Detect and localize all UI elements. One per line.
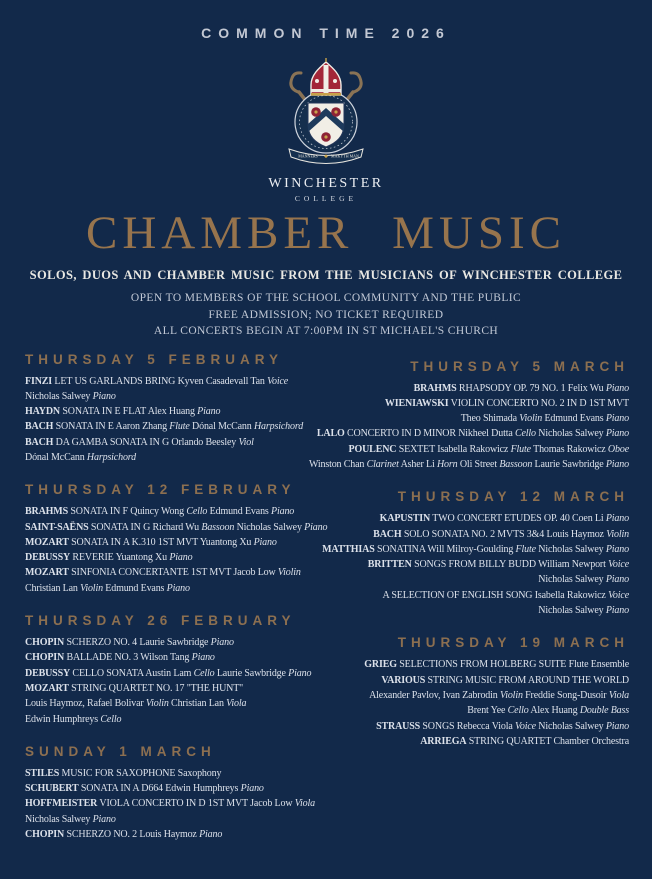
program-line <box>25 404 327 419</box>
program-line <box>25 504 327 519</box>
program-line <box>327 603 629 618</box>
piece-and-performers: STRING QUARTET Chamber Orchestra <box>466 735 629 747</box>
program-line <box>25 419 327 434</box>
instrument-name: Piano <box>603 543 629 555</box>
instrument-name: Piano <box>166 552 193 564</box>
instrument-name: Piano <box>208 637 234 649</box>
program-line <box>25 812 327 827</box>
instrument-name: Bassoon <box>199 521 235 533</box>
info-line-audience: OPEN TO MEMBERS OF THE SCHOOL COMMUNITY AND THE PUBLIC <box>130 292 522 304</box>
composer-name: FINZI <box>25 375 53 387</box>
program-line <box>308 457 629 472</box>
instrument-name: Cello <box>191 667 215 679</box>
college-wordmark-sub: COLLEGE <box>294 194 358 203</box>
concert-date-heading: THURSDAY 26 FEBRUARY <box>25 613 296 629</box>
program-line <box>327 719 629 734</box>
composer-name: ARRIEGA <box>420 735 467 747</box>
instrument-name: Piano <box>603 428 629 440</box>
piece-and-performers: CONCERTO IN D MINOR Nikheel Dutta <box>344 428 513 440</box>
piece-and-performers: Edmund Evans <box>542 413 604 425</box>
piece-and-performers: Nicholas Salwey <box>535 543 604 555</box>
program-line <box>25 650 327 665</box>
instrument-name: Cello <box>184 506 208 518</box>
crest-motto-right: MAKYTH MAN <box>331 153 359 159</box>
piece-and-performers: SONATA IN F Quincy Wong <box>68 506 185 518</box>
program-line <box>25 450 327 465</box>
piece-and-performers: Alexander Pavlov, Ivan Zabrodin <box>369 689 498 701</box>
page-title: CHAMBER MUSIC <box>85 207 567 259</box>
instrument-name: Voice <box>605 559 629 571</box>
program-line <box>25 520 327 535</box>
program-line <box>25 781 327 796</box>
instrument-name: Piano <box>603 720 629 732</box>
program-line <box>327 381 629 396</box>
program-line <box>25 435 327 450</box>
piece-and-performers: VIOLA CONCERTO IN D 1ST MVT Jacob Low <box>97 798 293 810</box>
program-line <box>327 657 629 672</box>
piece-and-performers: Nicholas Salwey <box>535 720 604 732</box>
program-line <box>25 374 327 389</box>
program-line <box>327 588 629 603</box>
piece-and-performers: Louis Haymoz, Rafael Bolivar <box>25 698 144 710</box>
composer-name: BACH <box>25 436 54 448</box>
program-line <box>322 542 629 557</box>
piece-and-performers: SOLO SONATA NO. 2 MVTS 3&4 Louis Haymoz <box>401 528 604 540</box>
program-line <box>327 411 629 426</box>
composer-name: DEBUSSY <box>25 667 71 679</box>
program-column-right <box>308 352 629 860</box>
instrument-name: Piano <box>189 652 215 664</box>
program-line <box>25 389 327 404</box>
concert-date-heading: THURSDAY 12 FEBRUARY <box>25 482 296 498</box>
composer-name: STILES <box>25 767 60 779</box>
instrument-name: Piano <box>196 829 223 841</box>
composer-name: HAYDN <box>25 406 60 418</box>
piece-and-performers: VIOLIN CONCERTO NO. 2 IN D 1ST MVT <box>448 397 629 409</box>
instrument-name: Cello <box>512 428 536 440</box>
instrument-name: Piano <box>285 667 312 679</box>
piece-and-performers: Christian Lan <box>168 698 224 710</box>
composer-name: BACH <box>25 421 54 433</box>
program-line <box>327 396 629 411</box>
info-line-time-venue: ALL CONCERTS BEGIN AT 7:00PM IN ST MICHAEL'S CHURCH <box>153 325 499 337</box>
piece-and-performers: SONGS FROM BILLY BUDD William Newport <box>411 559 606 571</box>
instrument-name: Oboe <box>605 443 629 455</box>
program-line <box>327 442 629 457</box>
piece-and-performers: Nicholas Salwey <box>25 390 91 402</box>
piece-and-performers: SELECTIONS FROM HOLBERG SUITE Flute Ensemble <box>396 659 629 671</box>
poster-subtitle: SOLOS, DUOS AND CHAMBER MUSIC FROM THE MUSICIANS OF WINCHESTER COLLEGE <box>29 268 623 282</box>
concert-date-heading: SUNDAY 1 MARCH <box>25 743 216 759</box>
program-line <box>316 426 629 441</box>
program-line <box>25 696 327 711</box>
instrument-name: Viola <box>292 798 315 810</box>
concert-date-heading: THURSDAY 5 FEBRUARY <box>25 351 284 367</box>
instrument-name: Violin <box>77 582 103 594</box>
instrument-name: Piano <box>603 458 629 470</box>
instrument-name: Piano <box>603 513 629 525</box>
instrument-name: Piano <box>238 783 264 795</box>
program-line <box>327 572 629 587</box>
piece-and-performers: CELLO SONATA Austin Lam <box>70 667 192 679</box>
instrument-name: Piano <box>164 582 190 594</box>
concert-section <box>327 635 629 749</box>
piece-and-performers: SONGS Rebecca Viola <box>420 720 513 732</box>
program-line <box>25 681 327 696</box>
instrument-name: Piano <box>603 413 629 425</box>
instrument-name: Harpsichord <box>251 421 304 433</box>
instrument-name: Voice <box>605 589 629 601</box>
concert-section <box>25 613 327 727</box>
piece-and-performers: Freddie Song-Dusoir <box>522 689 607 701</box>
piece-and-performers: SEXTET Isabella Rakowicz <box>396 443 509 455</box>
instrument-name: Voice <box>512 720 536 732</box>
instrument-name: Piano <box>194 406 221 418</box>
program-line <box>25 581 327 596</box>
instrument-name: Cello <box>98 713 122 725</box>
concert-date-heading: THURSDAY 5 MARCH <box>410 358 629 374</box>
piece-and-performers: STRING MUSIC FROM AROUND THE WORLD <box>425 674 629 686</box>
piece-and-performers: REVERIE Yuantong Xu <box>70 552 167 564</box>
instrument-name: Voice <box>264 375 289 387</box>
piece-and-performers: Christian Lan <box>25 582 78 594</box>
instrument-name: Violin <box>497 689 523 701</box>
instrument-name: Violin <box>143 698 169 710</box>
event-info <box>0 290 652 340</box>
program-column-left <box>25 352 327 860</box>
college-crest-icon <box>0 56 652 168</box>
composer-name: MOZART <box>25 567 69 579</box>
program-line <box>327 703 629 718</box>
program-line <box>25 766 327 781</box>
program-line <box>25 550 327 565</box>
concert-section <box>25 352 327 466</box>
piece-and-performers: Edmund Evans <box>207 506 269 518</box>
concert-section <box>322 489 629 618</box>
piece-and-performers: Nicholas Salwey <box>538 605 604 617</box>
program-line <box>25 712 327 727</box>
series-kicker: COMMON TIME 2026 <box>201 25 451 41</box>
piece-and-performers: Oli Street <box>457 458 497 470</box>
instrument-name: Double Bass <box>577 705 629 717</box>
piece-and-performers: Edwin Humphreys <box>25 713 99 725</box>
piece-and-performers: Laurie Sawbridge <box>532 458 604 470</box>
concert-program <box>0 352 652 860</box>
composer-name: LALO <box>316 428 345 440</box>
piece-and-performers: Thomas Rakowicz <box>530 443 606 455</box>
instrument-name: Violin <box>275 567 301 579</box>
piece-and-performers: SCHERZO NO. 4 Laurie Sawbridge <box>64 637 209 649</box>
piece-and-performers: RHAPSODY OP. 79 NO. 1 Felix Wu <box>456 382 604 394</box>
program-line <box>327 673 629 688</box>
instrument-name: Cello <box>505 705 529 717</box>
instrument-name: Viola <box>223 698 247 710</box>
piece-and-performers: Dónal McCann <box>25 451 85 463</box>
composer-name: BRITTEN <box>367 559 412 571</box>
program-line <box>25 635 327 650</box>
instrument-name: Flute <box>513 543 536 555</box>
piece-and-performers: SONATA IN G Richard Wu <box>88 521 200 533</box>
concert-date-heading: THURSDAY 12 MARCH <box>397 489 629 505</box>
piece-and-performers: Laurie Sawbridge <box>214 667 286 679</box>
piece-and-performers: Theo Shimada <box>460 413 517 425</box>
instrument-name: Viola <box>606 689 629 701</box>
composer-name: CHOPIN <box>25 652 65 664</box>
composer-name: WIENIAWSKI <box>384 397 449 409</box>
piece-and-performers: A SELECTION OF ENGLISH SONG Isabella Rakowicz <box>382 589 606 601</box>
instrument-name: Flute <box>166 421 190 433</box>
piece-and-performers: Edmund Evans <box>102 582 165 594</box>
concert-date-heading: THURSDAY 19 MARCH <box>397 635 629 651</box>
program-line <box>327 511 629 526</box>
piece-and-performers: TWO CONCERT ETUDES OP. 40 Coen Li <box>430 513 604 525</box>
piece-and-performers: SONATA IN A K.310 1ST MVT Yuantong Xu <box>68 536 252 548</box>
piece-and-performers: Dónal McCann <box>189 421 252 433</box>
instrument-name: Violin <box>603 528 629 540</box>
composer-name: VARIOUS <box>381 674 426 686</box>
composer-name: MOZART <box>25 682 69 694</box>
piece-and-performers: Brent Yee <box>467 705 506 717</box>
piece-and-performers: SONATINA Will Milroy-Goulding <box>374 543 514 555</box>
program-line <box>25 565 327 580</box>
program-line <box>327 734 629 749</box>
piece-and-performers: Nicholas Salwey <box>538 574 604 586</box>
piece-and-performers: Nicholas Salwey <box>234 521 302 533</box>
composer-name: BRAHMS <box>25 506 68 518</box>
instrument-name: Flute <box>508 443 531 455</box>
program-line <box>25 796 327 811</box>
college-wordmark: WINCHESTER <box>268 176 384 191</box>
instrument-name: Bassoon <box>496 458 533 470</box>
info-line-admission: FREE ADMISSION; NO TICKET REQUIRED <box>208 308 444 321</box>
composer-name: MATTHIAS <box>322 543 375 555</box>
program-line <box>327 557 629 572</box>
piece-and-performers: LET US GARLANDS BRING Kyven Casadevall Tan <box>52 375 265 387</box>
concert-section <box>308 358 629 473</box>
piece-and-performers: SINFONIA CONCERTANTE 1ST MVT Jacob Low <box>68 567 276 579</box>
piece-and-performers: SCHERZO NO. 2 Louis Haymoz <box>64 829 197 841</box>
composer-name: BACH <box>373 528 402 540</box>
program-line <box>25 666 327 681</box>
composer-name: BRAHMS <box>413 382 457 394</box>
composer-name: SAINT-SAËNS <box>25 521 89 533</box>
instrument-name: Piano <box>268 506 295 518</box>
piece-and-performers: MUSIC FOR SAXOPHONE Saxophony <box>59 767 222 779</box>
piece-and-performers: Alex Huang <box>528 705 578 717</box>
composer-name: HOFFMEISTER <box>25 798 98 810</box>
instrument-name: Horn <box>434 458 458 470</box>
composer-name: STRAUSS <box>376 720 421 732</box>
instrument-name: Harpsichord <box>84 451 137 463</box>
piece-and-performers: BALLADE NO. 3 Wilson Tang <box>64 652 190 664</box>
composer-name: GRIEG <box>364 659 397 671</box>
composer-name: CHOPIN <box>25 637 65 649</box>
piece-and-performers: Asher Li <box>398 458 435 470</box>
winchester-crest-icon <box>276 56 376 168</box>
instrument-name: Violin <box>516 413 543 425</box>
piece-and-performers: Nicholas Salwey <box>25 813 91 825</box>
piece-and-performers: SONATA IN E Aaron Zhang <box>53 421 167 433</box>
instrument-name: Piano <box>251 536 277 548</box>
instrument-name: Piano <box>90 813 116 825</box>
composer-name: MOZART <box>25 536 69 548</box>
program-line <box>327 527 629 542</box>
composer-name: CHOPIN <box>25 829 65 841</box>
instrument-name: Piano <box>603 382 629 394</box>
piece-and-performers: DA GAMBA SONATA IN G Orlando Beesley <box>53 436 237 448</box>
piece-and-performers: SONATA IN A D664 Edwin Humphreys <box>78 783 239 795</box>
piece-and-performers: Nicholas Salwey <box>535 428 604 440</box>
instrument-name: Piano <box>603 574 629 586</box>
instrument-name: Piano <box>301 521 328 533</box>
piece-and-performers: STRING QUARTET NO. 17 "THE HUNT" <box>68 682 244 694</box>
instrument-name: Piano <box>90 390 116 402</box>
piece-and-performers: SONATA IN E FLAT Alex Huang <box>60 406 195 418</box>
concert-section <box>25 744 327 842</box>
instrument-name: Viol <box>236 436 254 448</box>
composer-name: POULENC <box>348 443 397 455</box>
instrument-name: Clarinet <box>364 458 399 470</box>
composer-name: DEBUSSY <box>25 552 71 564</box>
instrument-name: Piano <box>603 605 629 617</box>
concert-section <box>25 482 327 596</box>
composer-name: SCHUBERT <box>25 783 79 795</box>
program-line <box>25 827 327 842</box>
program-line <box>25 535 327 550</box>
composer-name: KAPUSTIN <box>379 513 431 525</box>
piece-and-performers: Winston Chan <box>308 458 365 470</box>
crest-motto-left: MANNERS <box>298 153 318 159</box>
program-line <box>327 688 629 703</box>
